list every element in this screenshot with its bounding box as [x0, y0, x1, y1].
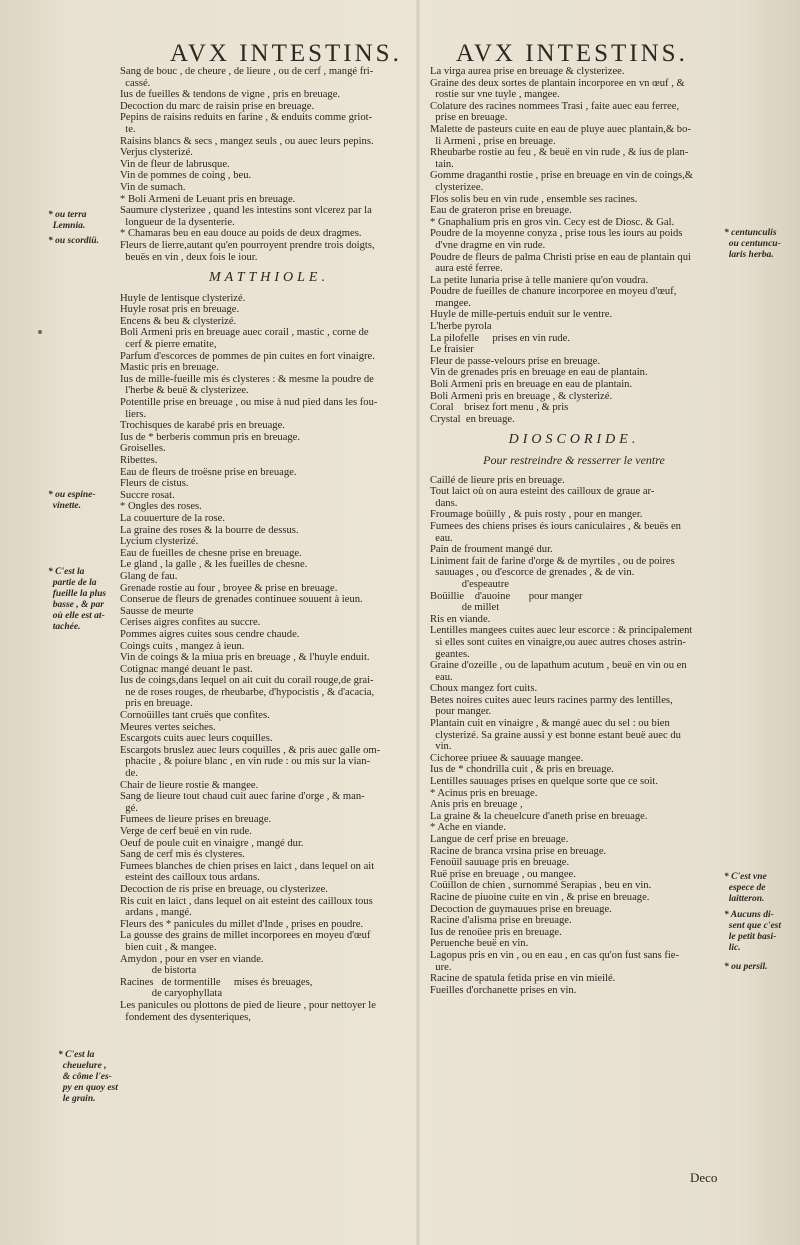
text-line: Ius de fueilles & tendons de vigne , pris en breuage.: [120, 89, 341, 101]
text-line: Ius de renoüee pris en breuage.: [430, 926, 562, 938]
text-line: Malette de pasteurs cuite en eau de pluye auec plantain,& bo-: [430, 123, 691, 135]
text-line: Oeuf de poule cuit en vinaigre , mangé dur.: [120, 837, 304, 849]
text-line: Lentilles sauuages prises en quelque sorte que ce soit.: [430, 776, 658, 788]
right-body: [430, 66, 718, 996]
text-line: Langue de cerf prise en breuage.: [430, 834, 569, 845]
text-line: phacite , & poiure blanc , en vin rude : ou mis sur la vian-: [120, 756, 371, 768]
left-section-title: MATTHIOLE.: [209, 270, 329, 286]
text-line: si elles sont cuites en vinaigre,ou auec autres choses astrin-: [430, 636, 686, 648]
text-line: Coüillon de chien , surnommé Serapias , beu en vin.: [430, 880, 652, 892]
text-line: Vin de sumach.: [120, 181, 186, 193]
left-body: [120, 66, 418, 1023]
text-line: Ris cuit en laict , dans lequel on ait esteint des cailloux tous: [120, 895, 373, 907]
text-line: Pepins de raisins reduits en farine , & enduits comme griot-: [120, 112, 373, 124]
text-line: * Ongles des roses.: [120, 501, 202, 513]
text-line: Encens & beu & clysterizé.: [120, 315, 237, 327]
text-line: Eau de grateron prise en breuage.: [430, 205, 572, 217]
text-line: eau.: [430, 671, 453, 683]
text-line: Escargots cuits auec leurs coquilles.: [120, 733, 273, 745]
text-line: Rheubarbe rostie au feu , & beuë en vin rude , & ius de plan-: [430, 147, 689, 159]
right-section-title: DIOSCORIDE.: [508, 432, 640, 448]
text-line: Racine d'alisma prise en breuage.: [430, 915, 572, 927]
text-line: Racine de branca vrsina prise en breuage.: [430, 845, 607, 857]
text-line: tain.: [430, 158, 454, 170]
text-line: Fleurs des * panicules du millet d'Inde , prises en poudre.: [120, 918, 364, 930]
margin-note: * ou espine- vinette.: [48, 490, 96, 511]
text-line: Grenade rostie au four , broyee & prise en breuage.: [120, 582, 338, 594]
text-line: * Acinus pris en breuage.: [430, 787, 538, 799]
text-line: Decoction de ris prise en breuage, ou clysterizee.: [120, 883, 328, 895]
text-line: fondement des dysenteriques,: [120, 1011, 251, 1023]
text-line: bien cuit , & mangee.: [120, 941, 217, 953]
text-line: Ius de mille-fueille mis és clysteres : & mesme la poudre de: [120, 373, 374, 385]
text-line: Poudre de fueilles de chanure incorporee en moyeu d'œuf,: [430, 286, 677, 298]
right-entries-2: [430, 475, 718, 997]
text-line: La virga aurea prise en breuage & clysterizee.: [430, 66, 625, 77]
text-line: Huyle rosat pris en breuage.: [120, 304, 240, 316]
text-line: Racine de piuoine cuite en vin , & prise en breuage.: [430, 891, 650, 903]
text-line: Huyle de lentisque clysterizé.: [120, 292, 246, 304]
text-line: Fumees blanches de chien prises en laict , dans lequel on ait: [120, 860, 375, 872]
text-line: Succre rosat.: [120, 489, 175, 501]
text-line: Le gland , la galle , & les fueilles de chesne.: [120, 559, 308, 571]
text-line: Glang de fau.: [120, 570, 178, 582]
text-line: cerf & pierre ematite,: [120, 339, 217, 351]
text-line: Les panicules ou plottons de pied de lieure , pour nettoyer le: [120, 999, 376, 1011]
text-line: mangee.: [430, 297, 471, 309]
text-line: d'vne dragme en vin rude.: [430, 239, 546, 251]
text-line: Fenoüil sauuage pris en breuage.: [430, 857, 570, 869]
margin-note: * C'est vne espece de laitteron.: [724, 872, 767, 904]
text-line: Meures vertes seiches.: [120, 721, 216, 733]
text-line: Coings cuits , mangez à ieun.: [120, 640, 245, 652]
text-line: Liniment fait de farine d'orge & de myrtiles , ou de poires: [430, 555, 675, 567]
text-line: Cornoüilles tant cruës que confites.: [120, 710, 270, 722]
text-line: La graine des roses & la bourre de dessus.: [120, 524, 299, 536]
margin-note: * C'est la cheuelure , & côme l'es- py en quoy est le grain.: [58, 1050, 118, 1104]
text-line: Fumees de lieure prises en breuage.: [120, 814, 272, 826]
text-line: ne de roses rouges, de rheubarbe, d'hypocistis , & d'acacia,: [120, 686, 375, 698]
text-line: Raisins blancs & secs , mangez seuls , ou auec leurs pepins.: [120, 135, 374, 147]
left-entries-2: [120, 293, 418, 1023]
right-subsection-title: Pour restreindre & resserrer le ventre: [483, 453, 665, 467]
text-line: Ruë prise en breuage , ou mangee.: [430, 868, 576, 880]
text-line: Amydon , pour en vser en viande.: [120, 953, 264, 965]
text-line: Peruenche beuë en vin.: [430, 938, 529, 950]
text-line: dans.: [430, 497, 458, 509]
text-line: esteint des cailloux tous ardans.: [120, 872, 260, 884]
text-line: Boli Armeni pris en breuage auec corail , mastic , corne de: [120, 327, 369, 339]
text-line: Sang de lieure tout chaud cuit auec farine d'orge , & man-: [120, 791, 365, 803]
text-line: La petite lunaria prise à telle maniere qu'on voudra.: [430, 274, 649, 286]
text-line: te.: [120, 123, 136, 135]
text-line: d'espeautre: [430, 578, 509, 590]
text-line: beuës en vin , deux fois le iour.: [120, 251, 258, 263]
text-line: Plantain cuit en vinaigre , & mangé auec du sel : ou bien: [430, 718, 670, 730]
right-column: [418, 0, 800, 1245]
text-line: Boüillie d'auoine pour manger: [430, 590, 583, 602]
text-line: Boli Armeni pris en breuage , & clysterizé.: [430, 390, 613, 402]
text-line: Ius de coings,dans lequel on ait cuit du corail rouge,de grai-: [120, 675, 374, 687]
margin-note: * C'est la partie de la fueille la plus basse , & par où elle est at- tachée.: [48, 567, 107, 632]
text-line: de bistorta: [120, 965, 197, 977]
text-line: * Ache en viande.: [430, 822, 506, 834]
text-line: Potentille prise en breuage , ou mise à nud pied dans les fou-: [120, 397, 378, 409]
text-line: sauuages , ou d'escorce de grenades , & de vin.: [430, 567, 635, 579]
margin-note: * ou terra Lemnia.: [48, 210, 87, 231]
text-line: Fleurs de lierre,autant qu'en pourroyent prendre trois doigts,: [120, 239, 375, 251]
text-line: Fleur de passe-velours prise en breuage.: [430, 355, 601, 367]
text-line: ardans , mangé.: [120, 907, 192, 919]
text-line: Racine de spatula fetida prise en vin mieilé.: [430, 973, 616, 985]
text-line: Anis pris en breuage ,: [430, 799, 523, 811]
text-line: Saumure clysterizee , quand les intestins sont vlcerez par la: [120, 205, 372, 217]
text-line: Huyle de mille-pertuis enduit sur le ventre.: [430, 309, 613, 321]
text-line: vin.: [430, 741, 452, 753]
text-line: Cerises aigres confites au succre.: [120, 617, 261, 629]
text-line: Fumees des chiens prises és iours caniculaires , & beuës en: [430, 520, 681, 532]
text-line: Betes noires cuites auec leurs racines parmy des lentilles,: [430, 694, 673, 706]
text-line: Gomme draganthi rostie , prise en breuage en vin de coings,&: [430, 170, 694, 182]
text-line: ure.: [430, 961, 452, 973]
text-line: de millet: [430, 602, 500, 614]
right-margin-notes: [724, 0, 800, 1245]
text-line: Vin de fleur de labrusque.: [120, 158, 230, 170]
text-line: Ris en viande.: [430, 613, 491, 625]
text-line: La couuerture de la rose.: [120, 512, 226, 524]
text-line: Poudre de la moyenne conyza , prise tous les iours au poids: [430, 228, 683, 240]
text-line: Cichoree priuee & sauuage mangee.: [430, 752, 584, 764]
text-line: Escargots bruslez auec leurs coquilles , & pris auec galle om-: [120, 744, 381, 756]
left-margin-notes: [48, 0, 120, 1245]
text-line: Colature des racines nommees Trasi , faite auec eau ferree,: [430, 100, 680, 112]
text-line: clysterizé. Sa graine aussi y est bonne estant beuë auec du: [430, 729, 681, 741]
text-line: Coral brisez fort menu , & pris: [430, 402, 569, 414]
text-line: prise en breuage.: [430, 112, 508, 124]
text-line: Decoction de guymauues prise en breuage.: [430, 903, 612, 915]
text-line: Trochisques de karabé pris en breuage.: [120, 420, 285, 432]
text-line: Vin de coings & la miua pris en breuage , & l'huyle enduit.: [120, 652, 370, 664]
text-line: Lycium clysterizé.: [120, 536, 199, 548]
text-line: longueur de la dysenterie.: [120, 216, 235, 228]
text-line: Pommes aigres cuites sous cendre chaude.: [120, 628, 300, 640]
text-line: Sang de cerf mis és clysteres.: [120, 849, 245, 861]
text-line: de caryophyllata: [120, 988, 223, 1000]
text-line: rostie sur vne tuyle , mangee.: [430, 89, 560, 101]
text-line: La graine & la cheuelcure d'aneth prise en breuage.: [430, 810, 648, 822]
text-line: Sang de bouc , de cheure , de lieure , ou de cerf , mangé fri-: [120, 66, 374, 77]
text-line: pris en breuage.: [120, 698, 193, 710]
text-line: Poudre de fleurs de palma Christi prise en eau de plantain qui: [430, 251, 691, 263]
text-line: l'herbe & beuë & clysterizee.: [120, 385, 249, 397]
text-line: Conserue de fleurs de grenades continuee souuent à ieun.: [120, 594, 363, 606]
text-line: Decoction du marc de raisin prise en breuage.: [120, 100, 315, 112]
text-line: Tout laict où on aura esteint des cailloux de graue ar-: [430, 486, 655, 498]
text-line: * Gnaphalium pris en gros vin. Cecy est de Diosc. & Gal.: [430, 216, 675, 228]
text-line: L'herbe pyrola: [430, 321, 492, 333]
text-line: Graine des deux sortes de plantain incorporee en vn œuf , &: [430, 77, 685, 89]
text-line: Froumage boüilly , & puis rosty , pour en manger.: [430, 509, 643, 521]
text-line: eau.: [430, 532, 453, 544]
text-line: La pilofelle prises en vin rude.: [430, 332, 571, 344]
text-line: Chair de lieure rostie & mangee.: [120, 779, 259, 791]
text-line: Flos solis beu en vin rude , ensemble ses racines.: [430, 193, 638, 205]
text-line: Caillé de lieure pris en breuage.: [430, 474, 565, 486]
text-line: * Boli Armeni de Leuant pris en breuage.: [120, 193, 296, 205]
text-line: clysterizee.: [430, 181, 484, 193]
text-line: Lentilles mangees cuites auec leur escorce : & principalement: [430, 625, 693, 637]
text-line: Fleurs de cistus.: [120, 478, 189, 490]
left-entries-1: [120, 66, 418, 263]
text-line: cassé.: [120, 77, 151, 89]
catchword: Deco: [690, 1170, 718, 1185]
text-line: de.: [120, 768, 138, 780]
text-line: La gousse des grains de millet incorporees en moyeu d'œuf: [120, 930, 371, 942]
left-running-header: AVX INTESTINS.: [170, 40, 402, 67]
text-line: Ribettes.: [120, 455, 158, 466]
text-line: Graine d'ozeille , ou de lapathum acutum , beuë en vin ou en: [430, 660, 687, 672]
margin-note: * centunculis ou centuncu- laris herba.: [724, 228, 781, 260]
text-line: * Chamaras beu en eau douce au poids de deux dragmes.: [120, 228, 362, 240]
text-line: Groiselles.: [120, 443, 166, 455]
text-line: Le fraisier: [430, 344, 474, 356]
text-line: aura esté ferree.: [430, 263, 503, 275]
text-line: Parfum d'escorces de pommes de pin cuites en fort vinaigre.: [120, 350, 375, 362]
text-line: Sausse de meurte: [120, 605, 194, 617]
text-line: Fueilles d'orchanette prises en vin.: [430, 984, 577, 996]
text-line: Verjus clysterizé.: [120, 147, 193, 159]
text-line: pour manger.: [430, 706, 492, 718]
text-line: Pain de froument mangé dur.: [430, 544, 553, 556]
text-line: Ius de * berberis commun pris en breuage.: [120, 431, 301, 443]
text-line: Choux mangez fort cuits.: [430, 683, 538, 695]
margin-note: * Aucuns di- sent que c'est le petit basi- lic.: [724, 910, 781, 953]
text-line: Eau de fleurs de troësne prise en breuage.: [120, 466, 297, 478]
text-line: geantes.: [430, 648, 470, 660]
text-line: Vin de grenades pris en breuage en eau de plantain.: [430, 367, 648, 379]
text-line: Cotignac mangé deuant le past.: [120, 663, 253, 675]
text-line: Eau de fueilles de chesne prise en breuage.: [120, 547, 302, 559]
text-line: Boli Armeni pris en breuage en eau de plantain.: [430, 379, 633, 391]
right-entries-1: [430, 66, 718, 425]
text-line: Ius de * chondrilla cuit , & pris en breuage.: [430, 764, 614, 776]
margin-note: * ou persil.: [724, 962, 768, 972]
text-line: Mastic pris en breuage.: [120, 362, 219, 374]
text-line: li Armeni , prise en breuage.: [430, 135, 556, 147]
text-line: Verge de cerf beuë en vin rude.: [120, 826, 252, 837]
right-running-header: AVX INTESTINS.: [456, 40, 688, 67]
text-line: Crystal en breuage.: [430, 413, 515, 425]
text-line: Vin de pommes de coing , beu.: [120, 170, 252, 182]
margin-note: * ou scordiü.: [48, 236, 99, 246]
text-line: liers.: [120, 408, 147, 420]
text-line: Racines de tormentille mises és breuages,: [120, 976, 313, 988]
text-line: gé.: [120, 802, 138, 814]
text-line: Lagopus pris en vin , ou en eau , en cas qu'on fust sans fie-: [430, 949, 680, 961]
